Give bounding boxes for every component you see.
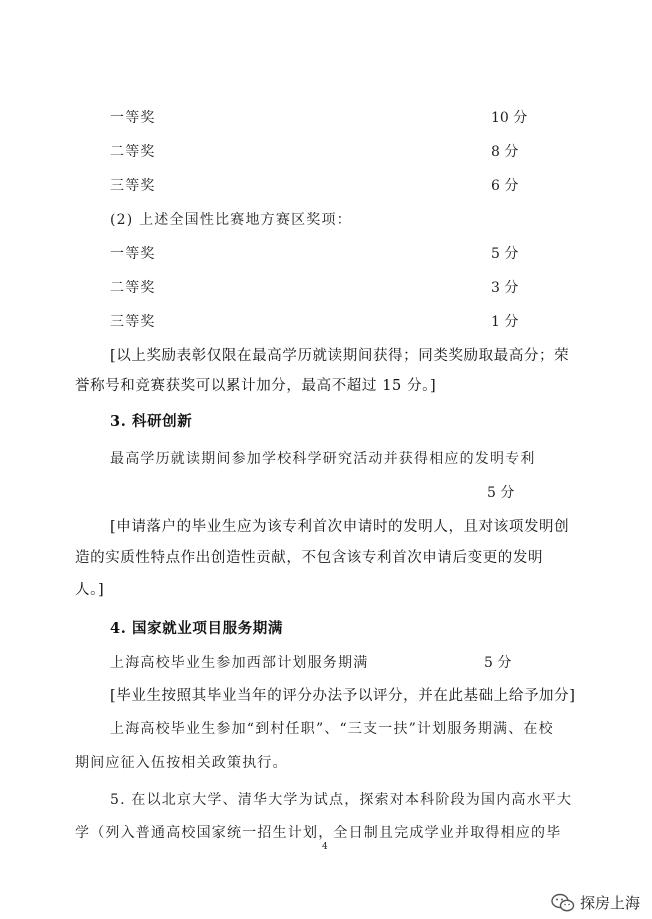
section-4-score: 5 分 — [484, 655, 512, 671]
patent-note-line1: [申请落户的毕业生应为该专利首次申请时的发明人，且对该项发明创 — [110, 519, 570, 535]
award-second-score: 8 分 — [491, 144, 519, 160]
section-4-text: 上海高校毕业生参加西部计划服务期满 — [110, 655, 369, 671]
awards-note-line2: 誉称号和竞赛获奖可以累计加分，最高不超过 15 分。] — [75, 378, 437, 394]
section-4-title: 4. 国家就业项目服务期满 — [110, 620, 283, 637]
regional-first-label: 一等奖 — [110, 246, 156, 262]
award-first-label: 一等奖 — [110, 110, 156, 126]
section-3-title: 3. 科研创新 — [110, 413, 193, 430]
regional-heading: (2) 上述全国性比赛地方赛区奖项： — [110, 212, 352, 228]
section-5-line1: 5. 在以北京大学、清华大学为试点，探索对本科阶段为国内高水平大 — [110, 792, 573, 808]
patent-note-line2: 造的实质性特点作出创造性贡献，不包含该专利首次申请后变更的发明 — [75, 550, 544, 566]
regional-second-score: 3 分 — [491, 280, 519, 296]
awards-note-line1: [以上奖励表彰仅限在最高学历就读期间获得；同类奖励取最高分；荣 — [110, 348, 570, 364]
section-4-text2-line1: 上海高校毕业生参加“到村任职”、“三支一扶”计划服务期满、在校 — [110, 721, 554, 737]
award-third-label: 三等奖 — [110, 178, 156, 194]
watermark-text: 探房上海 — [579, 894, 640, 912]
award-first-score: 10 分 — [491, 110, 528, 126]
section-4-note: [毕业生按照其毕业当年的评分办法予以评分，并在此基础上给予加分] — [110, 688, 576, 704]
award-third-score: 6 分 — [491, 178, 519, 194]
page-number: 4 — [322, 842, 328, 852]
section-3-score: 5 分 — [487, 485, 515, 501]
regional-third-label: 三等奖 — [110, 314, 156, 330]
wechat-watermark — [551, 892, 640, 913]
regional-first-score: 5 分 — [491, 246, 519, 262]
regional-third-score: 1 分 — [491, 314, 519, 330]
regional-second-label: 二等奖 — [110, 280, 156, 296]
patent-note-line3: 人。] — [75, 582, 105, 598]
section-5-line2: 学（列入普通高校国家统一招生计划，全日制且完成学业并取得相应的毕 — [75, 825, 562, 841]
section-3-text: 最高学历就读期间参加学校科学研究活动并获得相应的发明专利 — [110, 451, 536, 467]
award-second-label: 二等奖 — [110, 144, 156, 160]
section-4-text2-line2: 期间应征入伍按相关政策执行。 — [75, 755, 288, 771]
wechat-icon — [551, 893, 575, 913]
